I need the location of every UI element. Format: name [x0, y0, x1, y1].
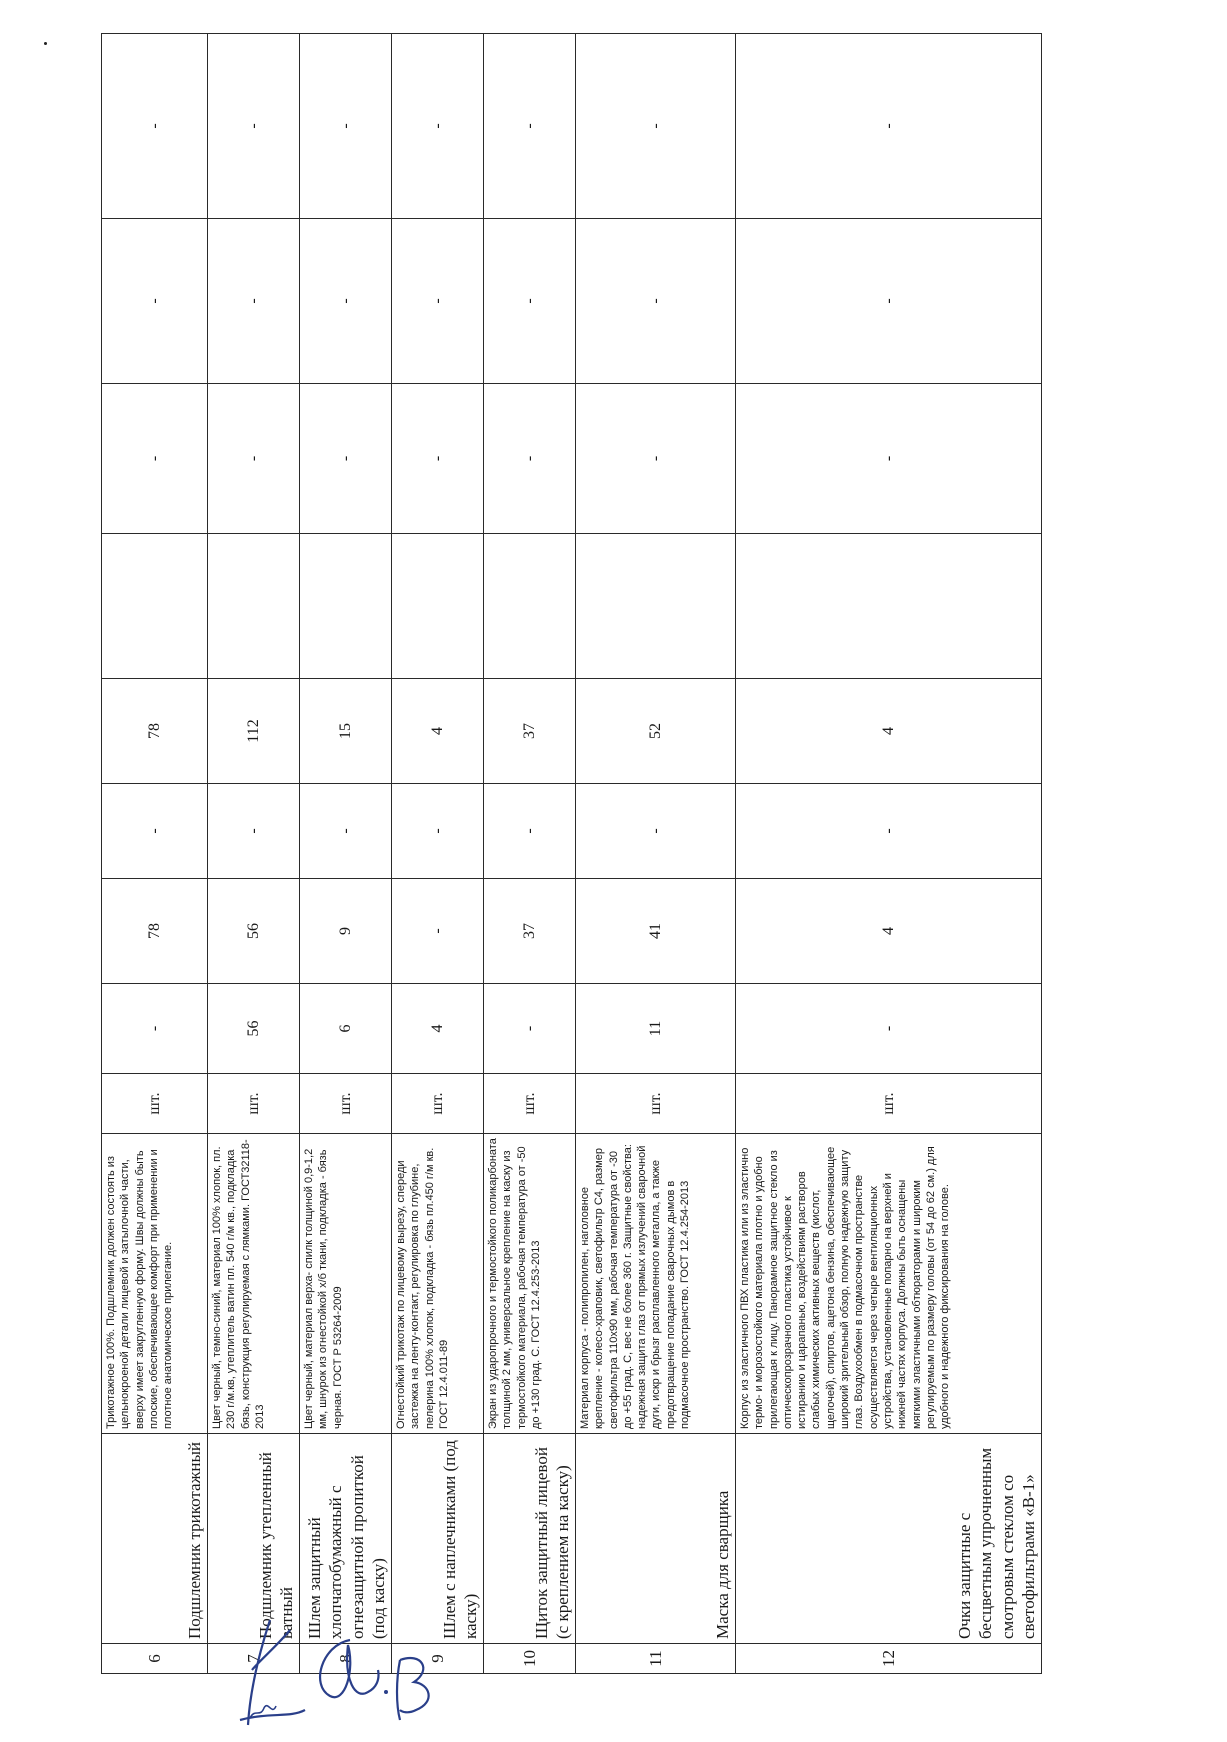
quantity-cell: - [102, 34, 208, 219]
quantity-cell: - [484, 34, 576, 219]
rotated-table-page [101, 34, 1041, 1674]
quantity-cell: 4 [736, 679, 1042, 784]
table-row [300, 34, 392, 1674]
quantity-cell: - [392, 879, 484, 984]
item-name-cell: Шлем защитный хлопчатобумажный с огнезащитной пропиткой (под каску) [300, 1434, 392, 1644]
quantity-cell: 15 [300, 679, 392, 784]
quantity-cell [736, 534, 1042, 679]
item-description-cell: Огнестойкий трикотаж по лицевому вырезу, спереди застежка на ленту-контакт, регулировка по глубине, пелерина 100% хлопок, подкладка - бязь пл.450 г/м кв. ГОСТ 12.4.011-89 [392, 1134, 484, 1434]
quantity-cell: - [484, 384, 576, 534]
table-row [392, 34, 484, 1674]
table-row [576, 34, 736, 1674]
table-row [102, 34, 208, 1674]
ppe-specification-table [101, 33, 1042, 1674]
quantity-cell: - [736, 219, 1042, 384]
quantity-cell: - [208, 219, 300, 384]
unit-cell: шт. [576, 1074, 736, 1134]
quantity-cell: - [208, 784, 300, 879]
quantity-cell: 37 [484, 679, 576, 784]
quantity-cell: 78 [102, 879, 208, 984]
row-number-cell: 8 [300, 1644, 392, 1674]
quantity-cell: - [300, 784, 392, 879]
quantity-cell: - [300, 219, 392, 384]
quantity-cell: - [392, 784, 484, 879]
table-row [484, 34, 576, 1674]
item-name-cell: Подшлемник утепленный ватный [208, 1434, 300, 1644]
quantity-cell: - [392, 34, 484, 219]
quantity-cell: 9 [300, 879, 392, 984]
item-description-cell: Цвет черный, темно-синий, материал 100% хлопок, пл. 230 г/м.кв, утеплитель ватин пл. 540 г/м кв., подкладка бязь, конструкция регулируемая с лямками. ГОСТ32118-2013 [208, 1134, 300, 1434]
quantity-cell: 112 [208, 679, 300, 784]
table-body [102, 34, 1042, 1674]
quantity-cell: 4 [736, 879, 1042, 984]
item-name-cell: Очки защитные с бесцветным упрочненным смотровым стеклом со светофильтрами «В-1» [736, 1434, 1042, 1644]
quantity-cell: 4 [392, 679, 484, 784]
quantity-cell: - [208, 384, 300, 534]
unit-cell: шт. [736, 1074, 1042, 1134]
quantity-cell: - [208, 34, 300, 219]
quantity-cell: 78 [102, 679, 208, 784]
item-description-cell: Материал корпуса - полипропилен, наголовное крепление - колесо-храповик, светофильтр С4, размер светофильтра 110х90 мм, рабочая температура от -30 до +55 град. С, вес не более 360 г. Защитные свойства: надежная защита глаз от прямых излучений сварочной дуги, искр и брызг расплавленного металла, а также предотвращение попадание сварочных дымов в подмасочное пространство. ГОСТ 12.4.254-2013 [576, 1134, 736, 1434]
unit-cell: шт. [300, 1074, 392, 1134]
quantity-cell: - [392, 219, 484, 384]
quantity-cell: - [300, 34, 392, 219]
quantity-cell: - [736, 984, 1042, 1074]
quantity-cell: - [736, 34, 1042, 219]
scan-speck [44, 42, 47, 45]
item-description-cell: Экран из ударопрочного и термостойкого поликарбоната толщиной 2 мм, универсальное крепление на каску из термостойкого материала, рабочая температура от -50 до +130 град. С. ГОСТ 12.4.253-2013 [484, 1134, 576, 1434]
row-number-cell: 6 [102, 1644, 208, 1674]
quantity-cell: 52 [576, 679, 736, 784]
row-number-cell: 12 [736, 1644, 1042, 1674]
quantity-cell: 6 [300, 984, 392, 1074]
quantity-cell: - [102, 784, 208, 879]
quantity-cell: - [576, 784, 736, 879]
quantity-cell: - [736, 384, 1042, 534]
row-number-cell: 7 [208, 1644, 300, 1674]
row-number-cell: 11 [576, 1644, 736, 1674]
unit-cell: шт. [102, 1074, 208, 1134]
quantity-cell: - [484, 219, 576, 384]
unit-cell: шт. [484, 1074, 576, 1134]
table-row [736, 34, 1042, 1674]
quantity-cell: - [576, 384, 736, 534]
quantity-cell: - [576, 34, 736, 219]
quantity-cell [576, 534, 736, 679]
row-number-cell: 9 [392, 1644, 484, 1674]
row-number-cell: 10 [484, 1644, 576, 1674]
quantity-cell: - [300, 384, 392, 534]
quantity-cell [300, 534, 392, 679]
item-name-cell: Подшлемник трикотажный [102, 1434, 208, 1644]
item-description-cell: Трикотажное 100%. Подшлемник должен состоять из цельнокроеной детали лицевой и затылочной части, вверху имеет закругленную форму. Швы должны быть плоские, обеспечивающее комфорт при применении и плотное анатомическое прилегание. [102, 1134, 208, 1434]
item-name-cell: Щиток защитный лицевой (с креплением на каску) [484, 1434, 576, 1644]
handwritten-signature [230, 1600, 460, 1730]
quantity-cell: - [484, 784, 576, 879]
quantity-cell: - [736, 784, 1042, 879]
quantity-cell: 11 [576, 984, 736, 1074]
item-description-cell: Корпус из эластичного ПВХ пластика или из эластично термо- и морозостойкого материала плотно и удобно прилегающая к лицу. Панорамное защитное стекло из оптическопрозрачного пластика устойчивое к истиранию и царапанью, воздействиям растворов слабых химических активных веществ (кислот, щелочей), спиртов, ацетона бензина, обеспечивающее широкий зрительный обзор, полную надежную защиту глаз. Воздухообмен в подмасочном пространстве осуществляется через четыре вентиляционных устройства, установленные попарно на верхней и нижней частях корпуса. Должны быть оснащены мягкими эластичными обтюраторами и широким регулируемым по размеру головы (от 54 до 62 см.) для удобного и надежного фиксирования на голове. [736, 1134, 1042, 1434]
quantity-cell: 56 [208, 984, 300, 1074]
unit-cell: шт. [208, 1074, 300, 1134]
quantity-cell: - [576, 219, 736, 384]
quantity-cell [484, 534, 576, 679]
quantity-cell: 56 [208, 879, 300, 984]
item-name-cell: Маска для сварщика [576, 1434, 736, 1644]
quantity-cell [392, 534, 484, 679]
table-row [208, 34, 300, 1674]
quantity-cell: - [102, 984, 208, 1074]
quantity-cell: - [484, 984, 576, 1074]
quantity-cell: - [392, 384, 484, 534]
quantity-cell [102, 534, 208, 679]
item-name-cell: Шлем с наплечниками (под каску) [392, 1434, 484, 1644]
quantity-cell: - [102, 219, 208, 384]
quantity-cell: 37 [484, 879, 576, 984]
unit-cell: шт. [392, 1074, 484, 1134]
quantity-cell: 4 [392, 984, 484, 1074]
item-description-cell: Цвет черный, материал верха- спилк толщиной 0,9-1,2 мм, шнурок из огнестойкой х/б ткани, подкладка - бязь черная. ГОСТ Р 53264-2009 [300, 1134, 392, 1434]
quantity-cell: 41 [576, 879, 736, 984]
quantity-cell [208, 534, 300, 679]
quantity-cell: - [102, 384, 208, 534]
